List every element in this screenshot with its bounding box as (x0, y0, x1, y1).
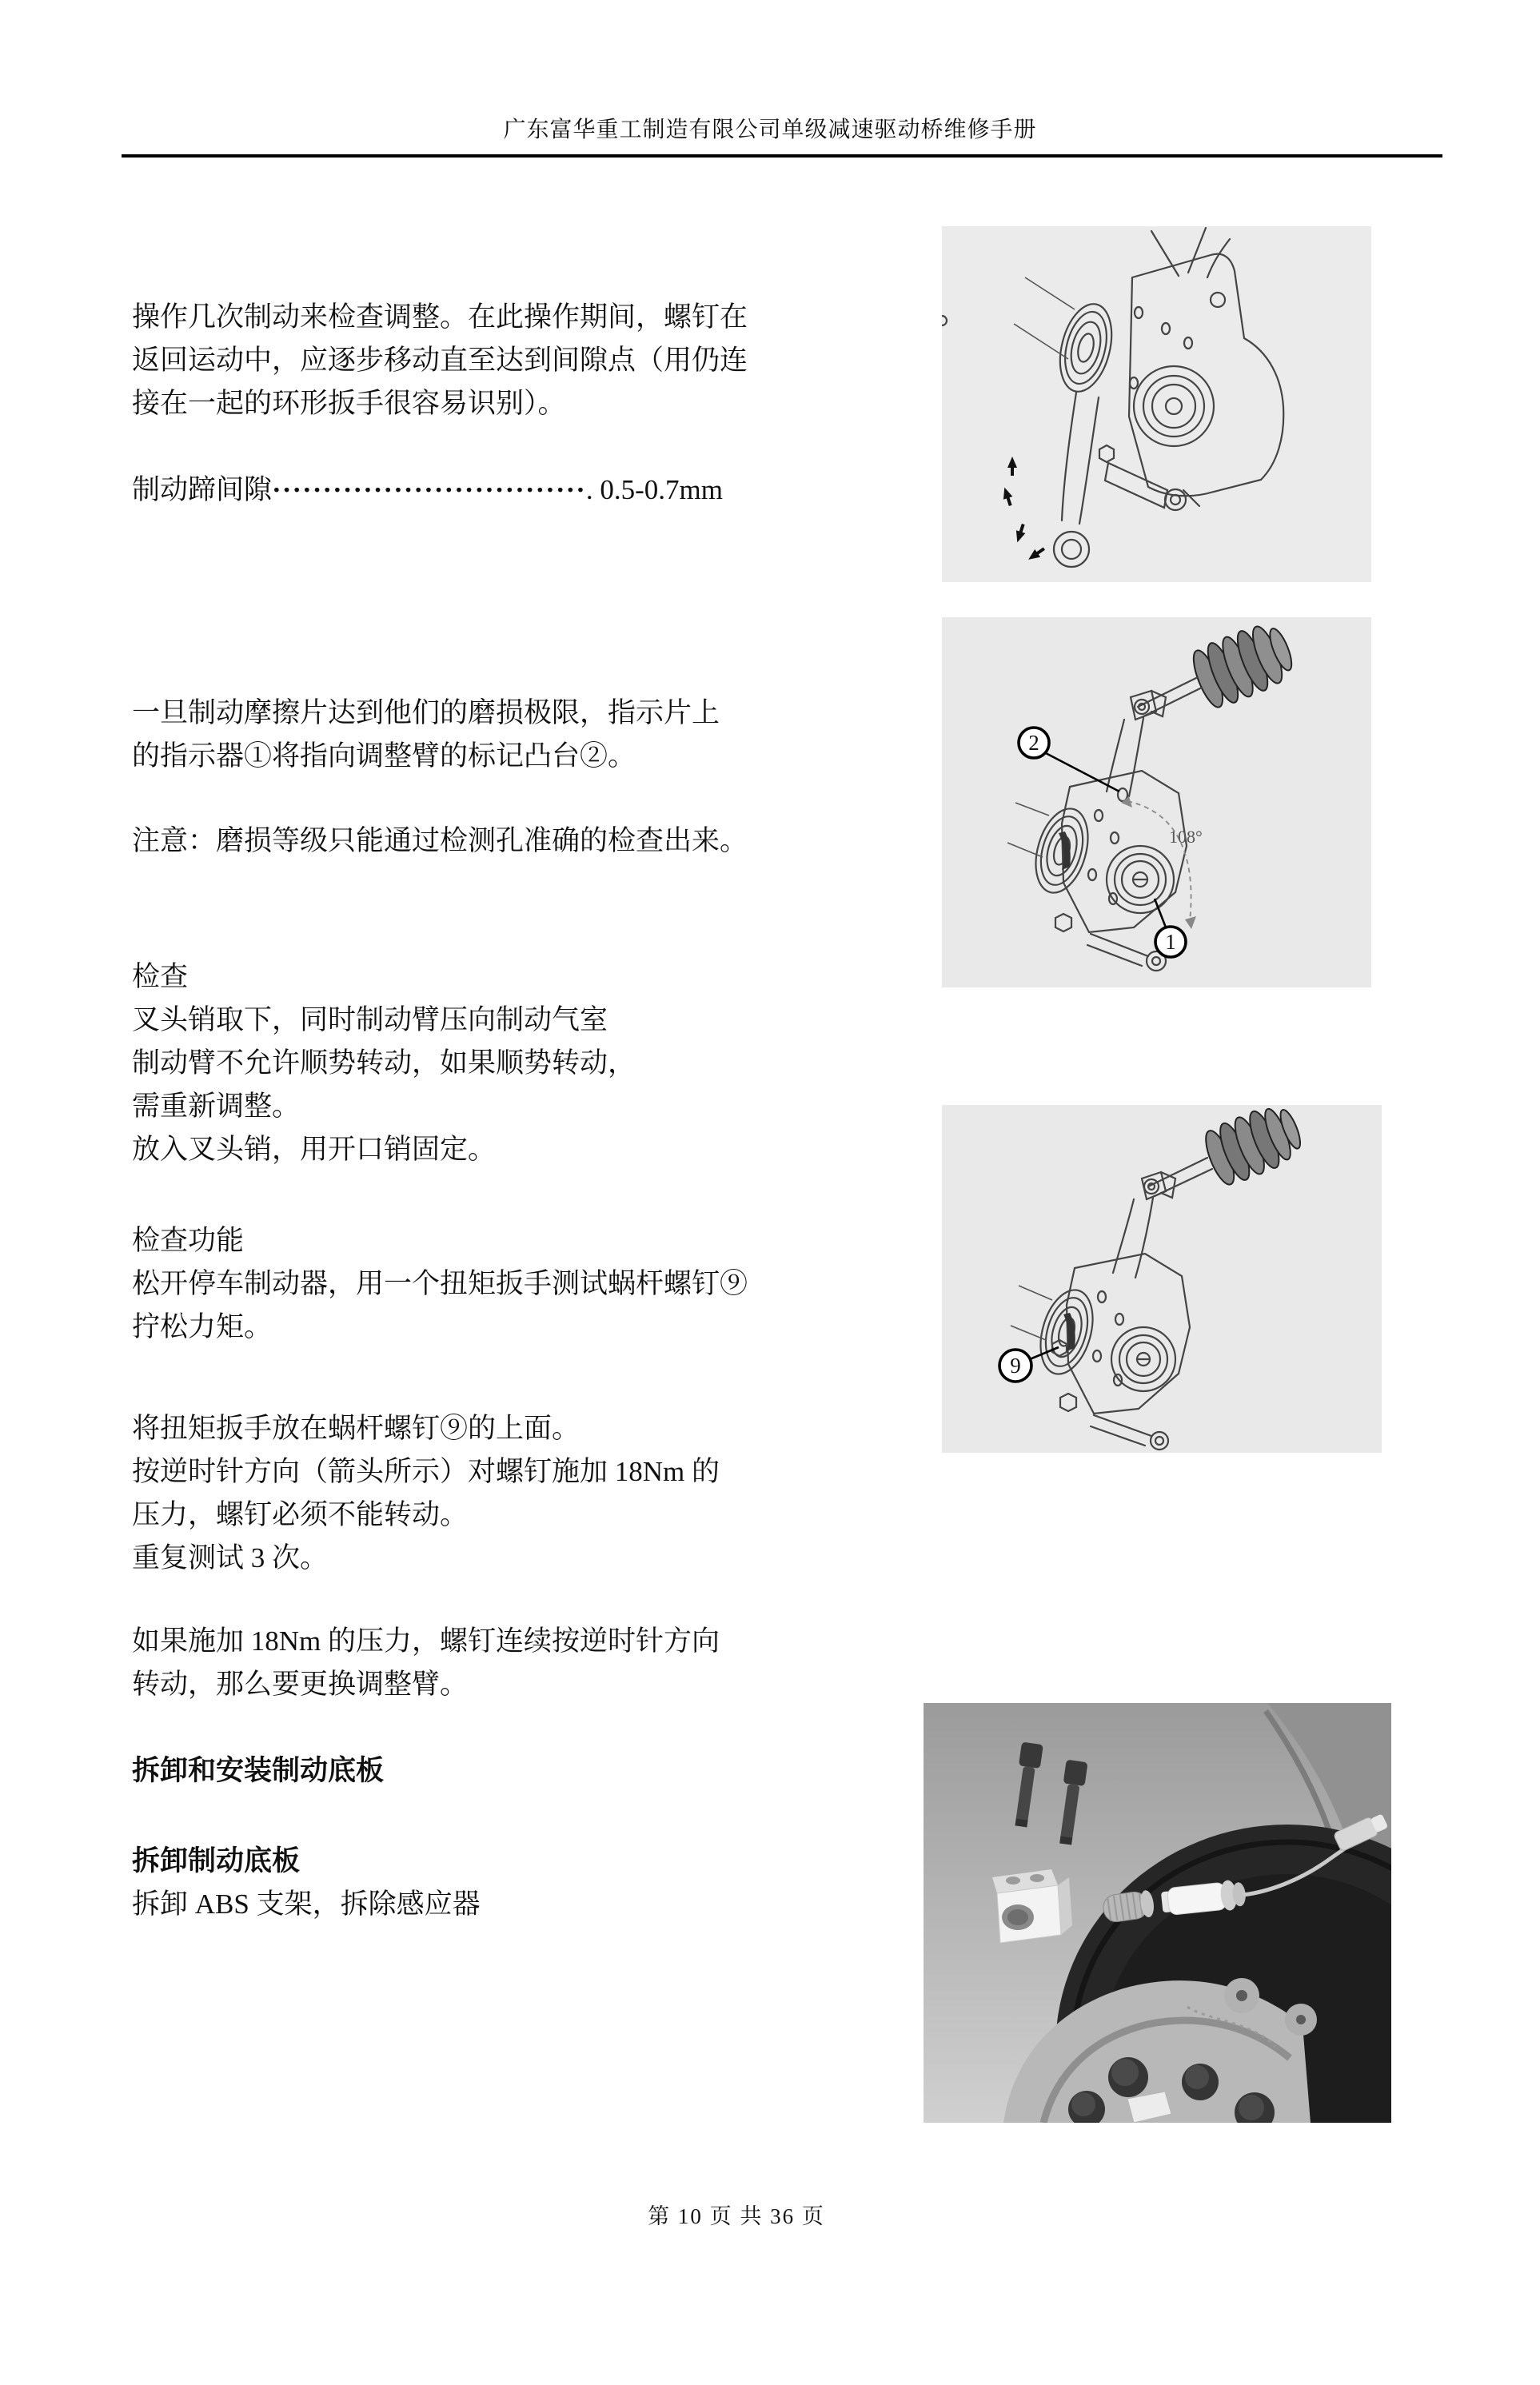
text-line: 压力，螺钉必须不能转动。 (132, 1499, 469, 1530)
paragraph-inspection (132, 955, 900, 1171)
text-line: 拆卸 ABS 支架，拆除感应器 (132, 1888, 481, 1920)
text-line: 注意：磨损等级只能通过检测孔准确的检查出来。 (132, 825, 748, 856)
spec-label: 制动蹄间隙 (132, 474, 273, 505)
leader-line (1014, 324, 1068, 359)
text-line: 检查功能 (132, 1225, 245, 1256)
leader-line (1011, 1326, 1046, 1340)
text-line: 接在一起的环形扳手很容易识别）。 (132, 388, 566, 419)
callout-2 (1019, 728, 1119, 792)
ring-wrench (1054, 532, 1089, 567)
adjuster-arm (1107, 720, 1124, 792)
leader-line (1019, 1286, 1052, 1300)
ratchet-motion-arrows-icon (1000, 457, 1047, 564)
text-line: 制动臂不允许顺势转动，如果顺势转动， (132, 1047, 636, 1079)
paragraph-torque-test (132, 1407, 900, 1580)
section-remove-backplate (132, 1840, 900, 1926)
section-heading: 拆卸和安装制动底板 (132, 1755, 385, 1786)
leader-line (1015, 803, 1049, 816)
callout-9-number: 9 (1010, 1354, 1021, 1378)
hex-bolt (1055, 914, 1071, 931)
text-line: 一旦制动摩擦片达到他们的磨损极限，指示片上 (132, 697, 720, 728)
text-line: 的指示器①将指向调整臂的标记凸台②。 (132, 740, 636, 772)
text-line: 按逆时针方向（箭头所示）对螺钉施加 18Nm 的 (132, 1456, 720, 1487)
wear-indicator-line-art (942, 617, 1371, 987)
header-title: 广东富华重工制造有限公司单级减速驱动桥维修手册 (503, 118, 1037, 142)
abs-sensor-render (924, 1703, 1391, 2123)
text-line: 拧松力矩。 (132, 1311, 273, 1342)
ring-wrench (1062, 540, 1081, 559)
heading-remove-install-backplate (132, 1749, 900, 1793)
paragraph-function-check (132, 1219, 900, 1349)
worm-screw-line-art (942, 1105, 1382, 1453)
paragraph-adjust-check (132, 296, 900, 425)
hex-bolt (1099, 445, 1114, 462)
figure-slack-adjuster-wrench (942, 226, 1371, 582)
text-line: 操作几次制动来检查调整。在此操作期间，螺钉在 (132, 301, 748, 333)
slack-adjuster-line-art (942, 226, 1371, 582)
spec-line-brake-shoe-clearance (132, 469, 900, 512)
callout-9 (999, 1347, 1059, 1382)
header-divider (122, 154, 1442, 158)
figure-worm-screw (942, 1105, 1382, 1453)
pushrod-line (1151, 231, 1179, 276)
section-heading: 拆卸制动底板 (132, 1845, 301, 1876)
pushrod-line (1188, 228, 1206, 273)
text-line: 松开停车制动器，用一个扭矩扳手测试蜗杆螺钉⑨ (132, 1268, 748, 1299)
rubber-boot (1187, 617, 1299, 712)
dot-leader: ······························· (272, 474, 586, 505)
wrench-arm (1062, 393, 1076, 520)
leader-line (1025, 277, 1075, 309)
angle-label: 108° (1169, 827, 1203, 847)
text-line: 转动，那么要更换调整臂。 (132, 1669, 469, 1700)
wrench-arm (1079, 397, 1099, 524)
hex-bolt (1060, 1394, 1076, 1411)
figure-wear-indicator (942, 617, 1371, 987)
text-line: 检查 (132, 961, 189, 992)
callout-2-number: 2 (1028, 731, 1039, 755)
paragraph-wear-limit (132, 692, 900, 778)
rubber-boot (1199, 1105, 1307, 1190)
paragraph-replace-arm (132, 1620, 900, 1706)
page-number: 第 10 页 共 36 页 (648, 2204, 825, 2228)
adjuster-arm (1135, 1198, 1153, 1278)
text-line: 叉头销取下，同时制动臂压向制动气室 (132, 1004, 608, 1035)
adjuster-body-outline (1129, 254, 1283, 497)
text-line: 重复测试 3 次。 (132, 1542, 329, 1573)
spec-value: . 0.5-0.7mm (585, 474, 723, 505)
adjuster-arm (1129, 718, 1143, 796)
text-line: 放入叉头销，用开口销固定。 (132, 1134, 497, 1165)
text-line: 返回运动中，应逐步移动直至达到间隙点（用仍连 (132, 345, 748, 376)
adjuster-arm (1113, 1199, 1134, 1273)
note-line (132, 820, 900, 863)
text-line: 需重新调整。 (132, 1091, 301, 1122)
figure-abs-sensor-render (924, 1703, 1391, 2123)
callout-1-number: 1 (1165, 930, 1176, 954)
adjuster-body-outline (1067, 1254, 1190, 1414)
pushrod-line (1207, 239, 1230, 277)
text-line: 如果施加 18Nm 的压力，螺钉连续按逆时针方向 (132, 1625, 720, 1657)
text-line: 将扭矩扳手放在蜗杆螺钉⑨的上面。 (132, 1413, 580, 1444)
